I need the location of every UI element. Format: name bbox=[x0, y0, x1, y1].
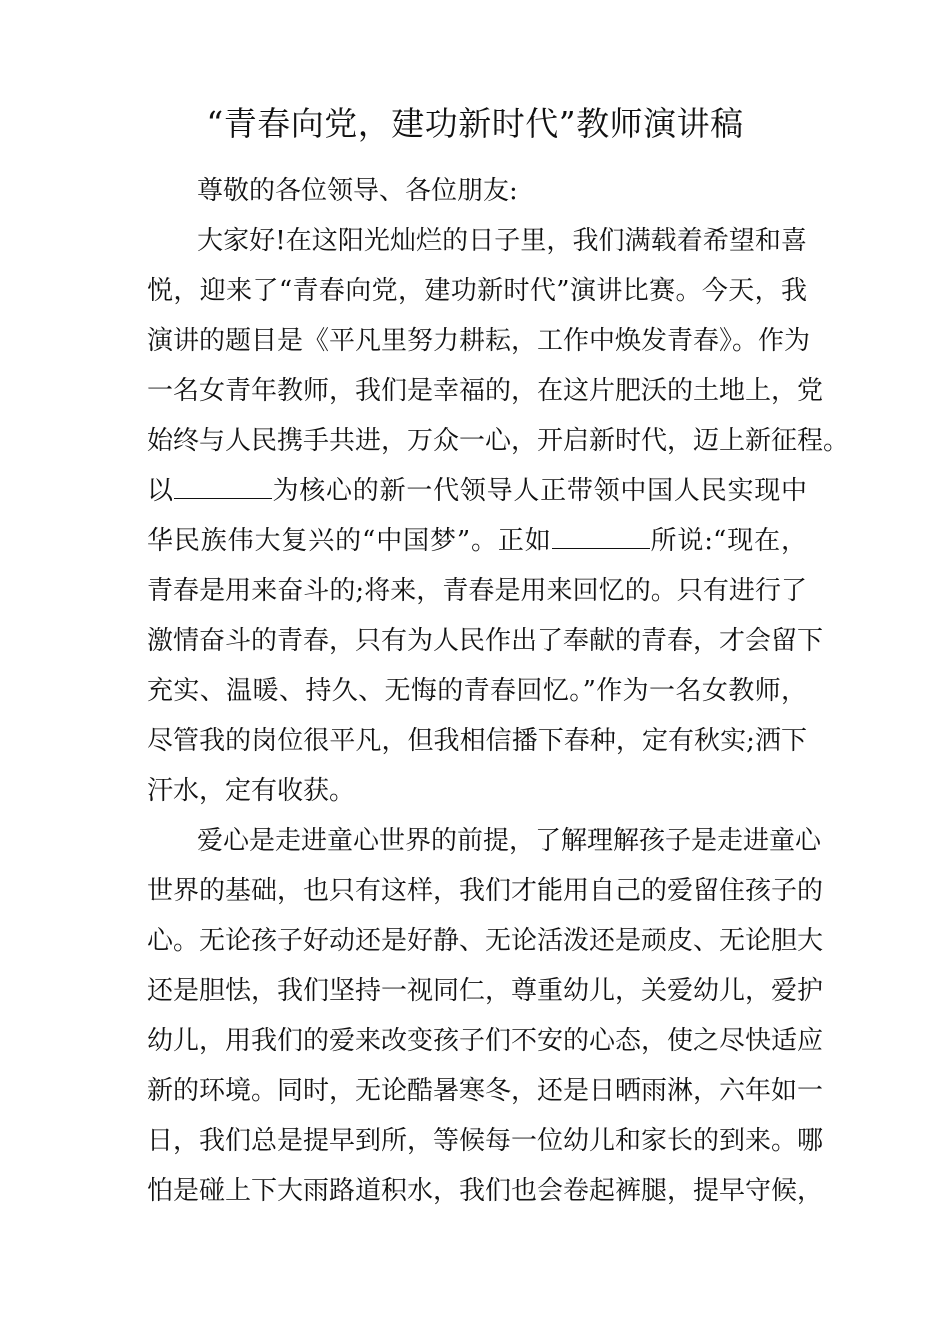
paragraph-2-line-1: 爱心是走进童心世界的前提，了解理解孩子是走进童心 bbox=[197, 826, 822, 856]
salutation: 尊敬的各位领导、各位朋友: bbox=[197, 176, 518, 206]
paragraph-1-line-7 bbox=[147, 524, 807, 558]
paragraph-1-line-12: 汗水，定有收获。 bbox=[147, 776, 356, 806]
paragraph-1-line-10: 充实、温暖、持久、无悔的青春回忆。”作为一名女教师， bbox=[147, 676, 807, 706]
paragraph-2-line-8: 怕是碰上下大雨路道积水，我们也会卷起裤腿，提早守候， bbox=[147, 1176, 824, 1206]
paragraph-1-line-4: 一名女青年教师，我们是幸福的，在这片肥沃的土地上，党 bbox=[147, 376, 824, 406]
document-title: “青春向党，建功新时代”教师演讲稿 bbox=[206, 104, 744, 143]
paragraph-1-line-3: 演讲的题目是《平凡里努力耕耘，工作中焕发青春》。作为 bbox=[147, 326, 811, 356]
paragraph-1-line-5: 始终与人民携手共进，万众一心，开启新时代，迈上新征程。 bbox=[147, 426, 850, 456]
line-6-start: 以 bbox=[147, 476, 174, 506]
paragraph-2-line-5: 幼儿，用我们的爱来改变孩子们不安的心态，使之尽快适应 bbox=[147, 1026, 824, 1056]
blank-underline bbox=[552, 526, 650, 549]
paragraph-1-line-6 bbox=[147, 474, 807, 508]
paragraph-1-line-9: 激情奋斗的青春，只有为人民作出了奉献的青春，才会留下 bbox=[147, 626, 824, 656]
paragraph-2-line-2: 世界的基础，也只有这样，我们才能用自己的爱留住孩子的 bbox=[147, 876, 824, 906]
paragraph-2-line-6: 新的环境。同时，无论酷暑寒冬，还是日晒雨淋，六年如一 bbox=[147, 1076, 824, 1106]
paragraph-2-line-4: 还是胆怯，我们坚持一视同仁，尊重幼儿，关爱幼儿，爱护 bbox=[147, 976, 824, 1006]
paragraph-1-line-11: 尽管我的岗位很平凡，但我相信播下春种，定有秋实;洒下 bbox=[147, 726, 807, 756]
paragraph-1-line-8: 青春是用来奋斗的;将来，青春是用来回忆的。只有进行了 bbox=[147, 576, 807, 606]
paragraph-2-line-7: 日，我们总是提早到所，等候每一位幼儿和家长的到来。哪 bbox=[147, 1126, 824, 1156]
line-7-end: 所说:“现在， bbox=[649, 526, 807, 556]
paragraph-1-line-2: 悦，迎来了“青春向党，建功新时代”演讲比赛。今天，我 bbox=[147, 276, 807, 306]
paragraph-1-line-1: 大家好!在这阳光灿烂的日子里，我们满载着希望和喜 bbox=[197, 226, 807, 256]
paragraph-2-line-3: 心。无论孩子好动还是好静、无论活泼还是顽皮、无论胆大 bbox=[147, 926, 824, 956]
line-6-end: 为核心的新一代领导人正带领中国人民实现中 bbox=[271, 476, 807, 506]
line-7-start: 华民族伟大复兴的“中国梦”。正如 bbox=[147, 526, 552, 556]
blank-underline bbox=[174, 476, 272, 499]
